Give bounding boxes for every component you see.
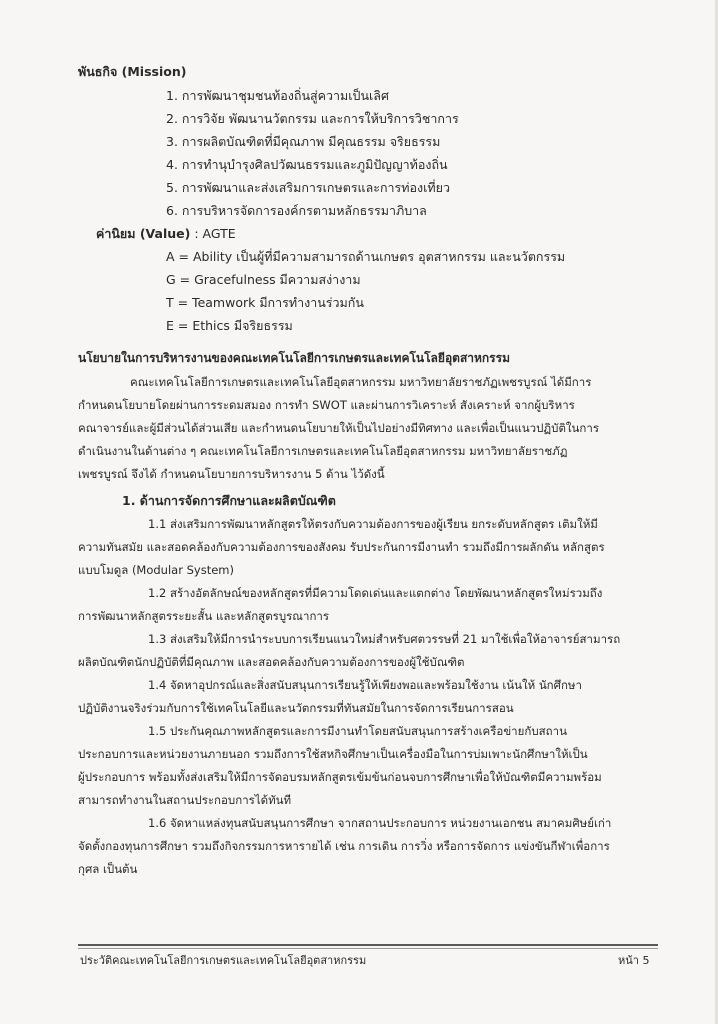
section-line: จัดตั้งกองทุนการศึกษา รวมถึงกิจกรรมการหารายได้ เช่น การเดิน การวิ่ง หรือการจัดการ แข่งขันกีฬาเพื่อการ xyxy=(78,839,610,853)
section-line: กุศล เป็นต้น xyxy=(78,862,138,876)
mission-item: 1. การพัฒนาชุมชนท้องถิ่นสู่ความเป็นเลิศ xyxy=(166,88,389,103)
section-line: ผู้ประกอบการ พร้อมทั้งส่งเสริมให้มีการจัดอบรมหลักสูตรเข้มข้นก่อนจบการศึกษาเพื่อให้บัณฑิตมีความพร้อม xyxy=(78,770,602,784)
section-line: แบบโมดูล (Modular System) xyxy=(78,563,234,577)
section-line: 1.1 ส่งเสริมการพัฒนาหลักสูตรให้ตรงกับความต้องการของผู้เรียน ยกระดับหลักสูตร เติมให้มี xyxy=(148,517,598,531)
section-line: ความทันสมัย และสอดคล้องกับความต้องการของสังคม รับประกันการมีงานทำ รวมถึงมีการผลักดัน หลักสูตร xyxy=(78,540,605,554)
section-line: การพัฒนาหลักสูตรระยะสั้น และหลักสูตรบูรณาการ xyxy=(78,609,330,623)
section-line: 1.4 จัดหาอุปกรณ์และสิ่งสนับสนุนการเรียนรู้ให้เพียงพอและพร้อมใช้งาน เน้นให้ นักศึกษา xyxy=(148,678,582,692)
section-line: 1.2 สร้างอัตลักษณ์ของหลักสูตรที่มีความโดดเด่นและแตกต่าง โดยพัฒนาหลักสูตรใหม่รวมถึง xyxy=(148,586,603,600)
mission-item: 4. การทำนุบำรุงศิลปวัฒนธรรมและภูมิปัญญาท้องถิ่น xyxy=(166,157,448,172)
footer-title: ประวัติคณะเทคโนโลยีการเกษตรและเทคโนโลยีอุตสาหกรรม xyxy=(80,954,367,967)
mission-heading: พันธกิจ (Mission) xyxy=(78,64,187,79)
mission-item: 6. การบริหารจัดการองค์กรตามหลักธรรมาภิบาล xyxy=(166,203,427,218)
section-line: 1.3 ส่งเสริมให้มีการนำระบบการเรียนแนวใหม่สำหรับศตวรรษที่ 21 มาใช้เพื่อให้อาจารย์สามารถ xyxy=(148,632,621,646)
mission-item: 5. การพัฒนาและส่งเสริมการเกษตรและการท่องเที่ยว xyxy=(166,180,450,195)
policy-intro-line: เพชรบูรณ์ จึงได้ กำหนดนโยบายการบริหารงาน 5 ด้าน ไว้ดังนี้ xyxy=(78,467,385,481)
values-acronym: : AGTE xyxy=(190,226,236,241)
value-item: E = Ethics มีจริยธรรม xyxy=(166,318,293,333)
page-number: หน้า 5 xyxy=(618,954,650,967)
section-line: ปฏิบัติงานจริงร่วมกับการใช้เทคโนโลยีและนวัตกรรมที่ทันสมัยในการจัดการเรียนการสอน xyxy=(78,701,514,715)
policy-intro-line: คณะเทคโนโลยีการเกษตรและเทคโนโลยีอุตสาหกรรม มหาวิทยาลัยราชภัฏเพชรบูรณ์ ได้มีการ xyxy=(130,375,592,389)
footer-rule xyxy=(78,944,658,946)
mission-item: 3. การผลิตบัณฑิตที่มีคุณภาพ มีคุณธรรม จริยธรรม xyxy=(166,134,441,149)
values-heading-line xyxy=(96,226,236,242)
value-item: T = Teamwork มีการทำงานร่วมกัน xyxy=(166,295,364,310)
policy-heading: นโยบายในการบริหารงานของคณะเทคโนโลยีการเกษตรและเทคโนโลยีอุตสาหกรรม xyxy=(78,351,510,365)
footer-rule-thin xyxy=(78,948,658,949)
section-line: สามารถทำงานในสถานประกอบการได้ทันที xyxy=(78,793,292,807)
section-line: ประกอบการและหน่วยงานภายนอก รวมถึงการใช้สหกิจศึกษาเป็นเครื่องมือในการบ่มเพาะนักศึกษาให้เป็น xyxy=(78,747,588,761)
values-heading: ค่านิยม (Value) xyxy=(96,226,191,241)
policy-intro-line: กำหนดนโยบายโดยผ่านการระดมสมอง การทำ SWOT และผ่านการวิเคราะห์ สังเคราะห์ จากผู้บริหาร xyxy=(78,398,575,412)
value-item: A = Ability เป็นผู้ที่มีความสามารถด้านเกษตร อุตสาหกรรม และนวัตกรรม xyxy=(166,249,566,264)
section-heading: 1. ด้านการจัดการศึกษาและผลิตบัณฑิต xyxy=(122,493,336,508)
policy-intro-line: คณาจารย์และผู้มีส่วนได้ส่วนเสีย และกำหนดนโยบายให้เป็นไปอย่างมีทิศทาง และเพื่อเป็นแนวปฏิบัติในการ xyxy=(78,421,599,435)
value-item: G = Gracefulness มีความสง่างาม xyxy=(166,272,361,287)
section-line: 1.5 ประกันคุณภาพหลักสูตรและการมีงานทำโดยสนับสนุนการสร้างเครือข่ายกับสถาน xyxy=(148,724,567,738)
policy-intro-line: ดำเนินงานในด้านต่าง ๆ คณะเทคโนโลยีการเกษตรและเทคโนโลยีอุตสาหกรรม มหาวิทยาลัยราชภัฏ xyxy=(78,444,568,458)
section-line: 1.6 จัดหาแหล่งทุนสนับสนุนการศึกษา จากสถานประกอบการ หน่วยงานเอกชน สมาคมศิษย์เก่า xyxy=(148,816,612,830)
mission-item: 2. การวิจัย พัฒนานวัตกรรม และการให้บริการวิชาการ xyxy=(166,111,459,126)
section-line: ผลิตบัณฑิตนักปฏิบัติที่มีคุณภาพ และสอดคล้องกับความต้องการของผู้ใช้บัณฑิต xyxy=(78,655,465,669)
